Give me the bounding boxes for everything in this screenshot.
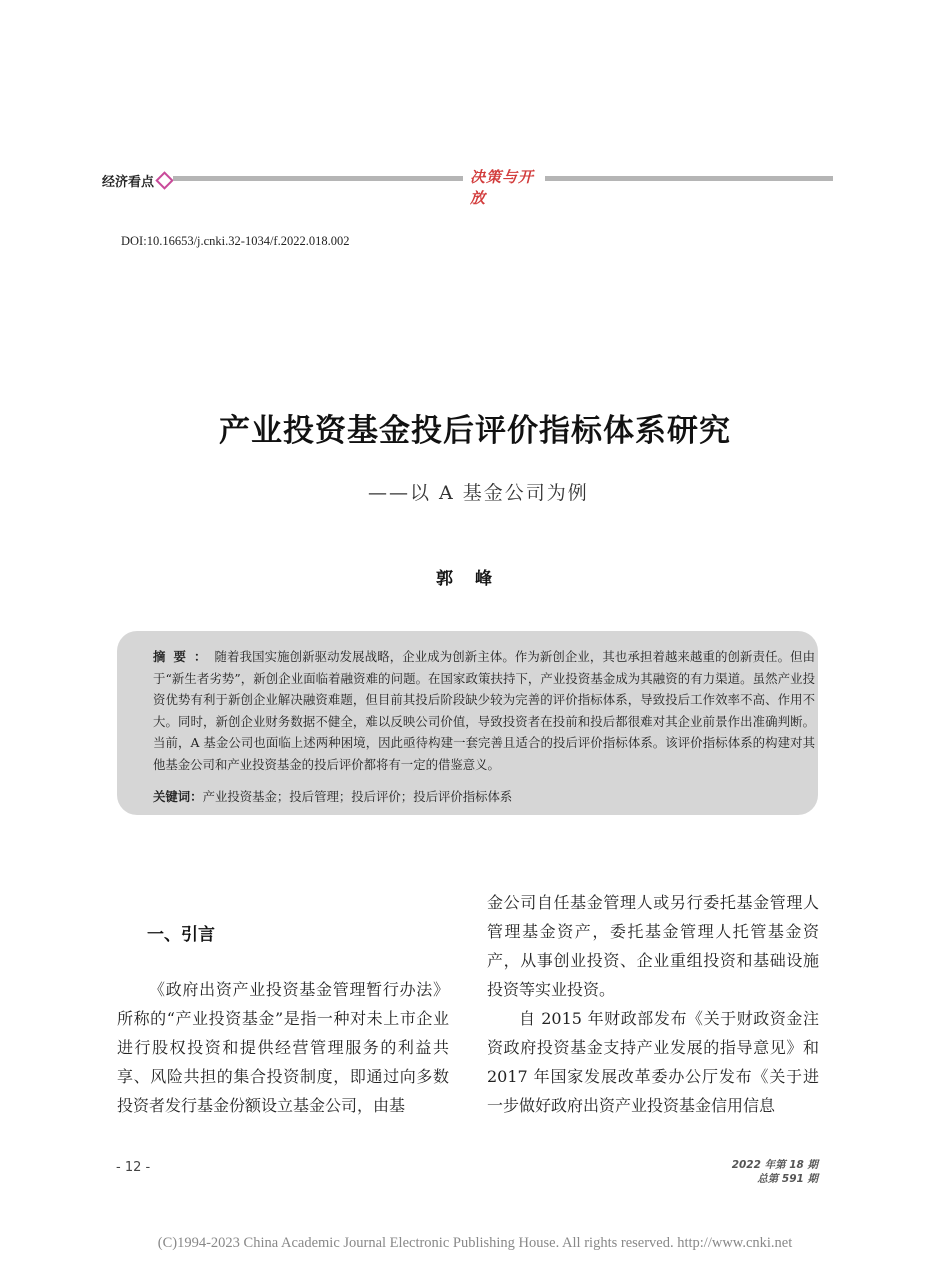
- issue-total: 总第 591 期: [757, 1173, 818, 1185]
- issue-line: 2022 年第 18 期: [731, 1159, 818, 1171]
- keywords-label: 关键词：: [153, 789, 203, 804]
- journal-logo: 决策与开放: [470, 168, 535, 207]
- doi: DOI:10.16653/j.cnki.32-1034/f.2022.018.002: [121, 234, 350, 248]
- paragraph-continued: 金公司自任基金管理人或另行委托基金管理人管理基金资产，委托基金管理人托管基金资产，从事创业投资、企业重组投资和基础设施投资等实业投资。: [487, 893, 819, 999]
- keywords: [153, 787, 512, 805]
- issue-info: [732, 1158, 818, 1186]
- page-title: 产业投资基金投后评价指标体系研究: [219, 413, 731, 449]
- header-rule-right: [545, 176, 833, 181]
- abstract: [153, 646, 815, 775]
- diamond-icon: [155, 171, 173, 189]
- page-number: - 12 -: [116, 1160, 151, 1175]
- paragraph: 自 2015 年财政部发布《关于财政资金注资政府投资基金支持产业发展的指导意见》和 2017 年国家发展改革委办公厅发布《关于进一步做好政府出资产业投资基金信用信息: [487, 1009, 819, 1115]
- author: 郭峰: [436, 569, 514, 589]
- header-rule-left: [173, 176, 463, 181]
- subtitle: ——以 A 基金公司为例: [368, 482, 589, 504]
- left-column: [117, 912, 449, 1120]
- right-column: [487, 888, 819, 1120]
- paragraph: 《政府出资产业投资基金管理暂行办法》所称的“产业投资基金”是指一种对未上市企业进行股权投资和提供经营管理服务的利益共享、风险共担的集合投资制度，即通过向多数投资者发行基金份额设立基金公司，由基: [117, 980, 449, 1115]
- abstract-label: 摘要：: [153, 649, 215, 664]
- keywords-body: 产业投资基金；投后管理；投后评价；投后评价指标体系: [202, 789, 513, 804]
- section-heading: 一、引言: [147, 925, 215, 945]
- abstract-body: 随着我国实施创新驱动发展战略，企业成为创新主体。作为新创企业，其也承担着越来越重的创新责任。但由于“新生者劣势”，新创企业面临着融资难的问题。在国家政策扶持下，产业投资基金成为其融资的有力渠道。虽然产业投资优势有利于新创企业解决融资难题，但目前其投后阶段缺少较为完善的评价指标体系，导致投后工作效率不高、作用不大。同时，新创企业财务数据不健全，难以反映公司价值，导致投资者在投前和投后都很难对其企业前景作出准确判断。当前，A 基金公司也面临上述两种困境，因此亟待构建一套完善且适合的投后评价指标体系。该评价指标体系的构建对其他基金公司和产业投资基金的投后评价都将有一定的借鉴意义。: [153, 649, 816, 772]
- copyright: (C)1994-2023 China Academic Journal Electronic Publishing House. All rights reserved. http://www.cnki.net: [157, 1235, 793, 1251]
- section-label: 经济看点: [102, 175, 155, 190]
